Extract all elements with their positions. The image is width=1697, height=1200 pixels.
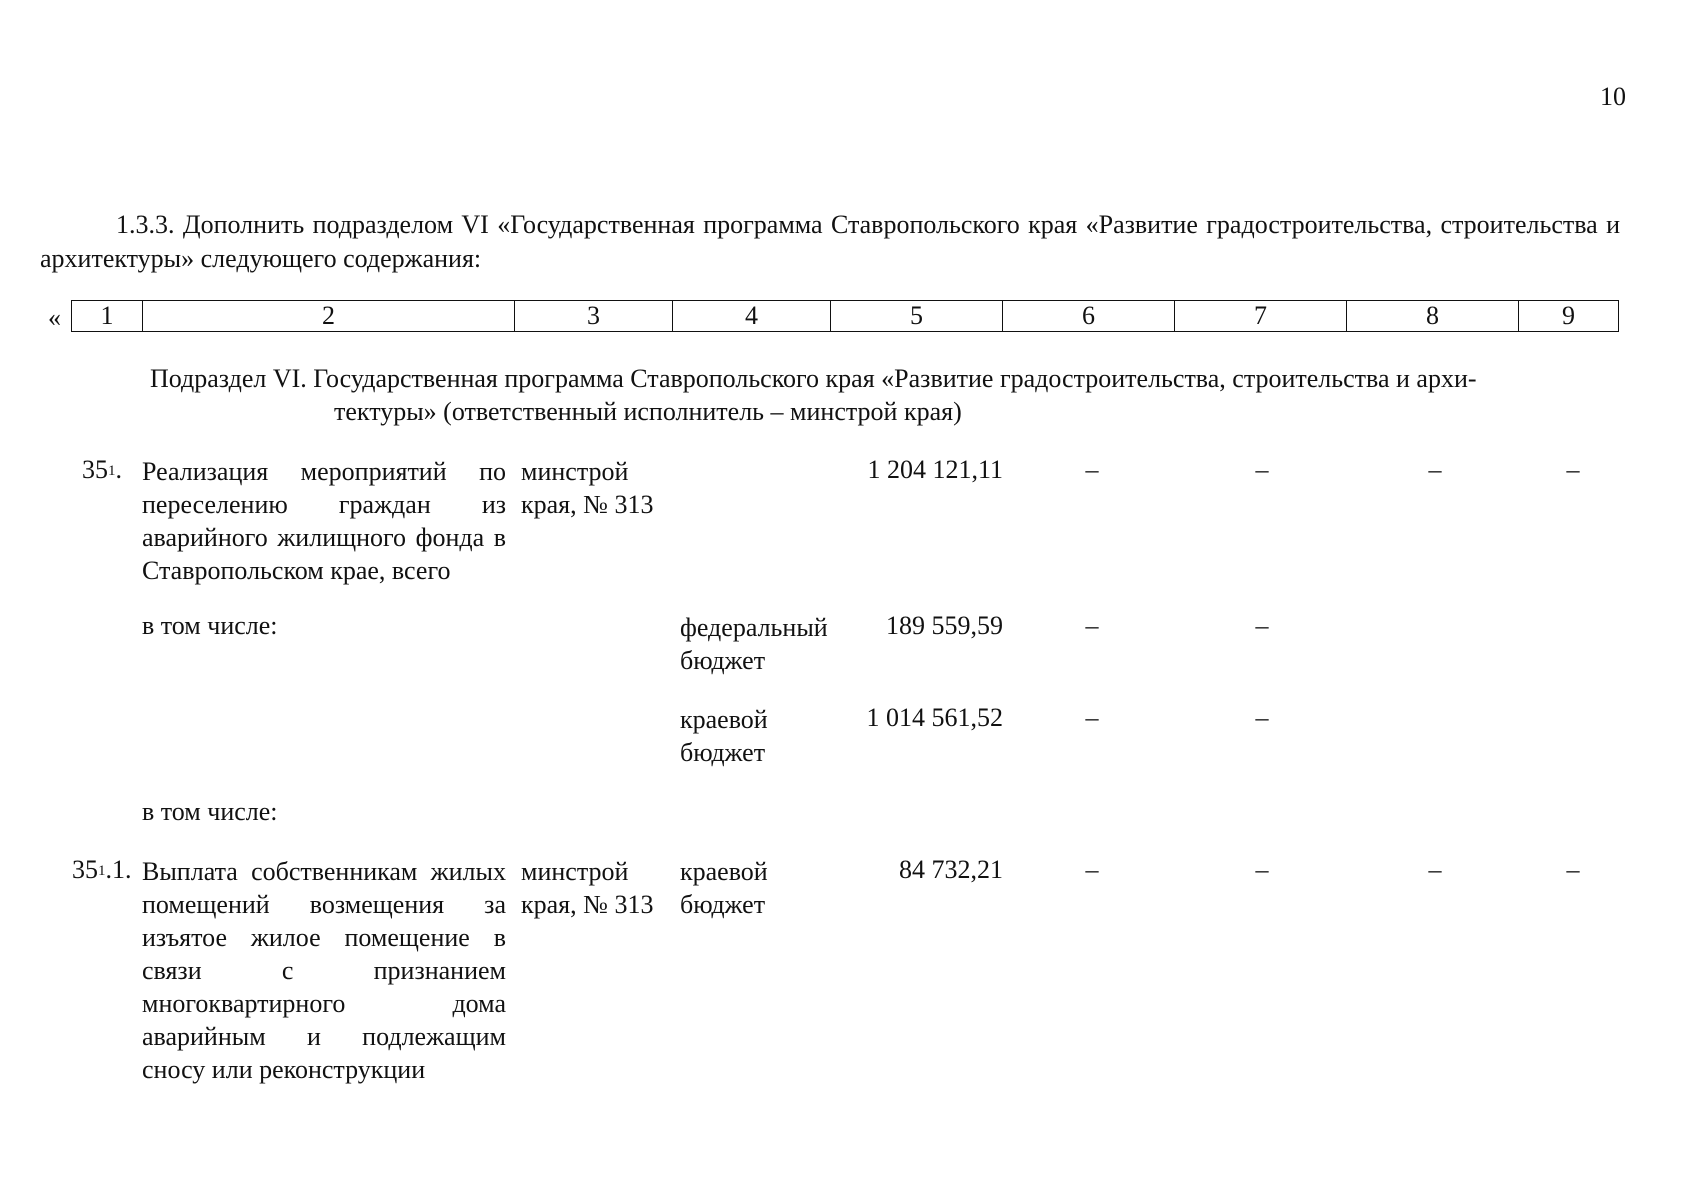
funding-source: краевой бюджет [680,705,768,767]
col8-value: – [1428,455,1442,484]
column-number-1: 1 [72,301,143,332]
column-number-2: 2 [143,301,515,332]
row-number-tail: . [115,455,122,484]
row-number-main: 35 [72,855,98,884]
page-number: 10 [1600,82,1626,111]
row-number-tail: .1. [105,855,132,884]
row-executor: минстрой края, № 313 [521,857,654,919]
column-number-5: 5 [831,301,1003,332]
funding-source: краевой бюджет [680,857,768,919]
col8-value: – [1428,855,1442,884]
column-number-3: 3 [515,301,673,332]
col6-value: – [1085,855,1099,884]
col9-value: – [1566,855,1580,884]
col6-value: – [1085,611,1099,640]
col6-value: – [1085,455,1099,484]
row-amount: 189 559,59 [886,611,1003,640]
column-number-header [71,300,1619,332]
column-number-7: 7 [1175,301,1347,332]
col6-value: – [1085,703,1099,732]
row-number-sup: 1 [98,863,106,879]
open-quote: « [48,303,61,332]
subsection-title-line-1: Подраздел VI. Государственная программа Ставропольского края «Развитие градостроительства, строительства и архи- [150,364,1477,393]
row-number [72,855,132,885]
col7-value: – [1255,611,1269,640]
row-amount: 1 014 561,52 [866,703,1003,732]
row-number-main: 35 [82,455,108,484]
column-number-8: 8 [1347,301,1519,332]
column-number-6: 6 [1003,301,1175,332]
column-number-9: 9 [1519,301,1619,332]
column-number-4: 4 [673,301,831,332]
col7-value: – [1255,703,1269,732]
subsection-title [150,362,1600,428]
col9-value: – [1566,455,1580,484]
row-executor: минстрой края, № 313 [521,457,654,519]
including-label: в том числе: [142,611,278,640]
col7-value: – [1255,455,1269,484]
col7-value: – [1255,855,1269,884]
row-name: Выплата собственникам жилых помещений возмещения за изъятое жилое помещение в связи с признанием многоквартирного дома аварийным и подлежащим сносу или реконструкции [142,857,506,1084]
row-amount: 84 732,21 [899,855,1003,884]
row-number-sup: 1 [108,463,116,479]
funding-source: федеральный бюджет [680,613,828,675]
intro-paragraph [40,208,1620,276]
including-label: в том числе: [142,797,278,826]
row-number [82,455,122,485]
row-name: Реализация мероприятий по переселению граждан из аварийного жилищного фонда в Ставропольском крае, всего [142,457,506,585]
subsection-title-line-2: тектуры» (ответственный исполнитель – минстрой края) [334,397,962,426]
row-amount: 1 204 121,11 [867,455,1003,484]
intro-text: 1.3.3. Дополнить подразделом VI «Государственная программа Ставропольского края «Развитие градостроительства, строительства и архитектуры» следующего содержания: [40,210,1620,273]
